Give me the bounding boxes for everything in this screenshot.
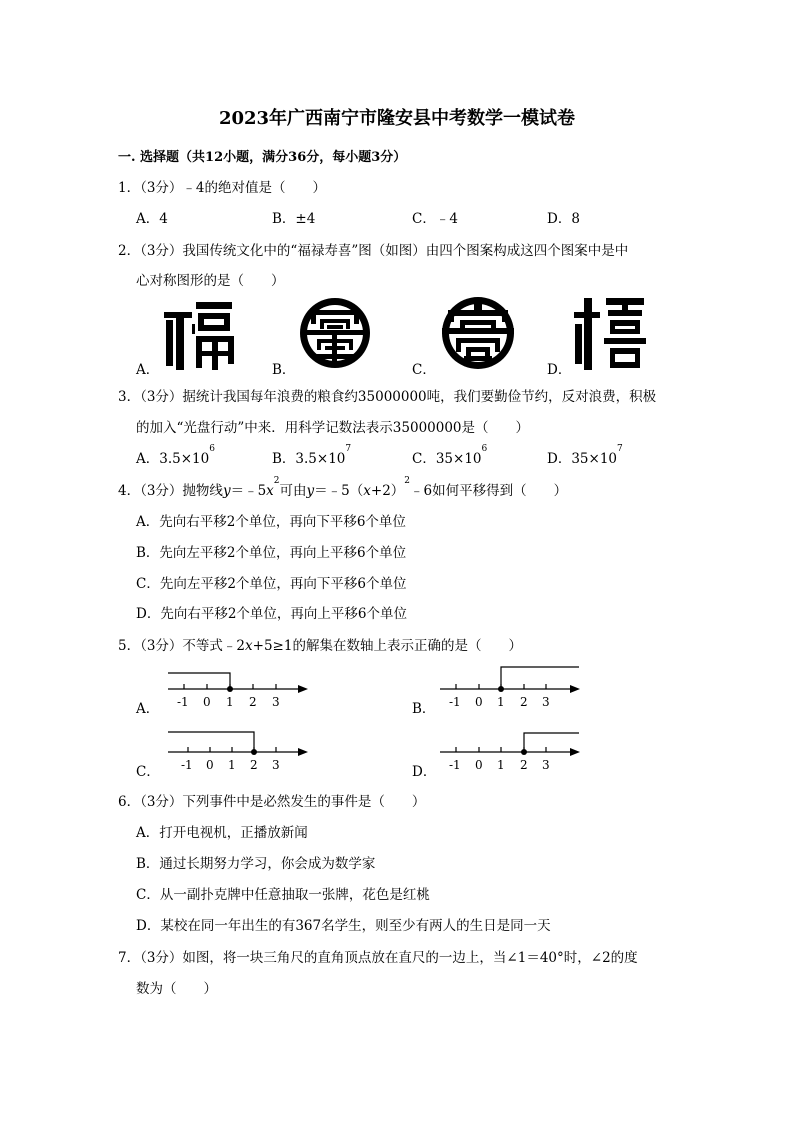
- q2-option-a-label: A．: [136, 362, 160, 378]
- q1-option-a: A．4: [136, 211, 168, 227]
- q1-option-d: D．8: [547, 211, 580, 227]
- tick-label: 0: [206, 758, 214, 772]
- tick-label: 3: [272, 695, 280, 709]
- tick-label: -1: [177, 695, 189, 709]
- number-line-d: [434, 727, 584, 775]
- tick-label: 2: [520, 695, 528, 709]
- section-heading: 一. 选择题（共12小题，满分36分，每小题3分）: [118, 150, 407, 165]
- number-line-b: [434, 664, 584, 712]
- q2-option-c-label: C．: [412, 362, 436, 378]
- xi-character-icon: [572, 294, 650, 372]
- tick-label: 1: [497, 758, 505, 772]
- tick-label: 3: [542, 695, 550, 709]
- page-title: 2023年广西南宁市隆安县中考数学一模试卷: [218, 108, 576, 129]
- fu-character-icon: [162, 294, 240, 372]
- tick-label: 1: [497, 695, 505, 709]
- tick-label: 2: [249, 695, 257, 709]
- tick-label: -1: [181, 758, 193, 772]
- question-4-stem: 4．（3分）抛物线$y=﹣5x^2$可由$y=﹣5(x+2)^2﹣6$如何平移得到（ ）: [118, 476, 568, 499]
- question-2-stem-line2: 心对称图形的是（ ）: [136, 273, 285, 289]
- q6-option-c: C．从一副扑克牌中任意抽取一张牌，花色是红桃: [136, 887, 430, 903]
- tick-label: 2: [520, 758, 528, 772]
- q5-option-b-label: B．: [412, 701, 436, 717]
- tick-label: 1: [228, 758, 236, 772]
- q5-option-a-label: A．: [136, 701, 160, 717]
- number-line-c: [160, 727, 310, 775]
- tick-label: 3: [272, 758, 280, 772]
- question-6-stem: 6．（3分）下列事件中是必然发生的事件是（ ）: [118, 794, 426, 810]
- q2-option-d-label: D．: [547, 362, 572, 378]
- q3-option-d: D．$35\times 10^7$: [547, 444, 623, 467]
- q6-option-b: B．通过长期努力学习，你会成为数学家: [136, 856, 376, 872]
- q1-option-b: B．±4: [272, 211, 316, 227]
- tick-label: 1: [226, 695, 234, 709]
- q5-option-d-label: D．: [412, 764, 437, 780]
- tick-label: -1: [449, 695, 461, 709]
- q5-option-c-label: C．: [136, 764, 160, 780]
- q6-option-a: A．打开电视机，正播放新闻: [136, 825, 308, 841]
- question-7-stem-line2: 数为（ ）: [136, 981, 217, 997]
- number-line-a: [160, 664, 310, 712]
- q1-option-c: C．﹣4: [412, 211, 458, 227]
- q3-option-a: A．$3.5\times 10^6$: [136, 444, 215, 467]
- q4-option-a: A．先向右平移2个单位，再向下平移6个单位: [136, 514, 406, 530]
- tick-label: 3: [542, 758, 550, 772]
- tick-label: -1: [449, 758, 461, 772]
- lu-medallion-icon: [298, 296, 372, 370]
- question-5-stem: 5．（3分）不等式﹣2x+5≥1的解集在数轴上表示正确的是（ ）: [118, 638, 522, 654]
- q4-option-d: D．先向右平移2个单位，再向上平移6个单位: [136, 606, 408, 622]
- tick-label: 0: [475, 695, 483, 709]
- q2-option-b-label: B．: [272, 362, 296, 378]
- question-3-stem-line1: 3．（3分）据统计我国每年浪费的粮食约35000000吨，我们要勤俭节约，反对浪费，积极: [118, 389, 657, 405]
- question-1-stem: 1．（3分）﹣4的绝对值是（ ）: [118, 180, 327, 196]
- question-2-stem-line1: 2．（3分）我国传统文化中的“福禄寿喜”图（如图）由四个图案构成这四个图案中是中: [118, 243, 629, 259]
- question-3-stem-line2: 的加入“光盘行动”中来．用科学记数法表示35000000是（ ）: [136, 420, 530, 436]
- tick-label: 0: [203, 695, 211, 709]
- q3-option-c: C．$35\times 10^6$: [412, 444, 488, 467]
- shou-medallion-icon: [440, 296, 516, 370]
- q4-option-c: C．先向左平移2个单位，再向下平移6个单位: [136, 576, 407, 592]
- q3-option-b: B．$3.5\times 10^7$: [272, 444, 352, 467]
- tick-label: 2: [250, 758, 258, 772]
- question-7-stem-line1: 7．（3分）如图，将一块三角尺的直角顶点放在直尺的一边上，当∠1＝40°时，∠2的度: [118, 950, 638, 966]
- tick-label: 0: [475, 758, 483, 772]
- q4-option-b: B．先向左平移2个单位，再向上平移6个单位: [136, 545, 407, 561]
- q6-option-d: D．某校在同一年出生的有367名学生，则至少有两人的生日是同一天: [136, 918, 551, 934]
